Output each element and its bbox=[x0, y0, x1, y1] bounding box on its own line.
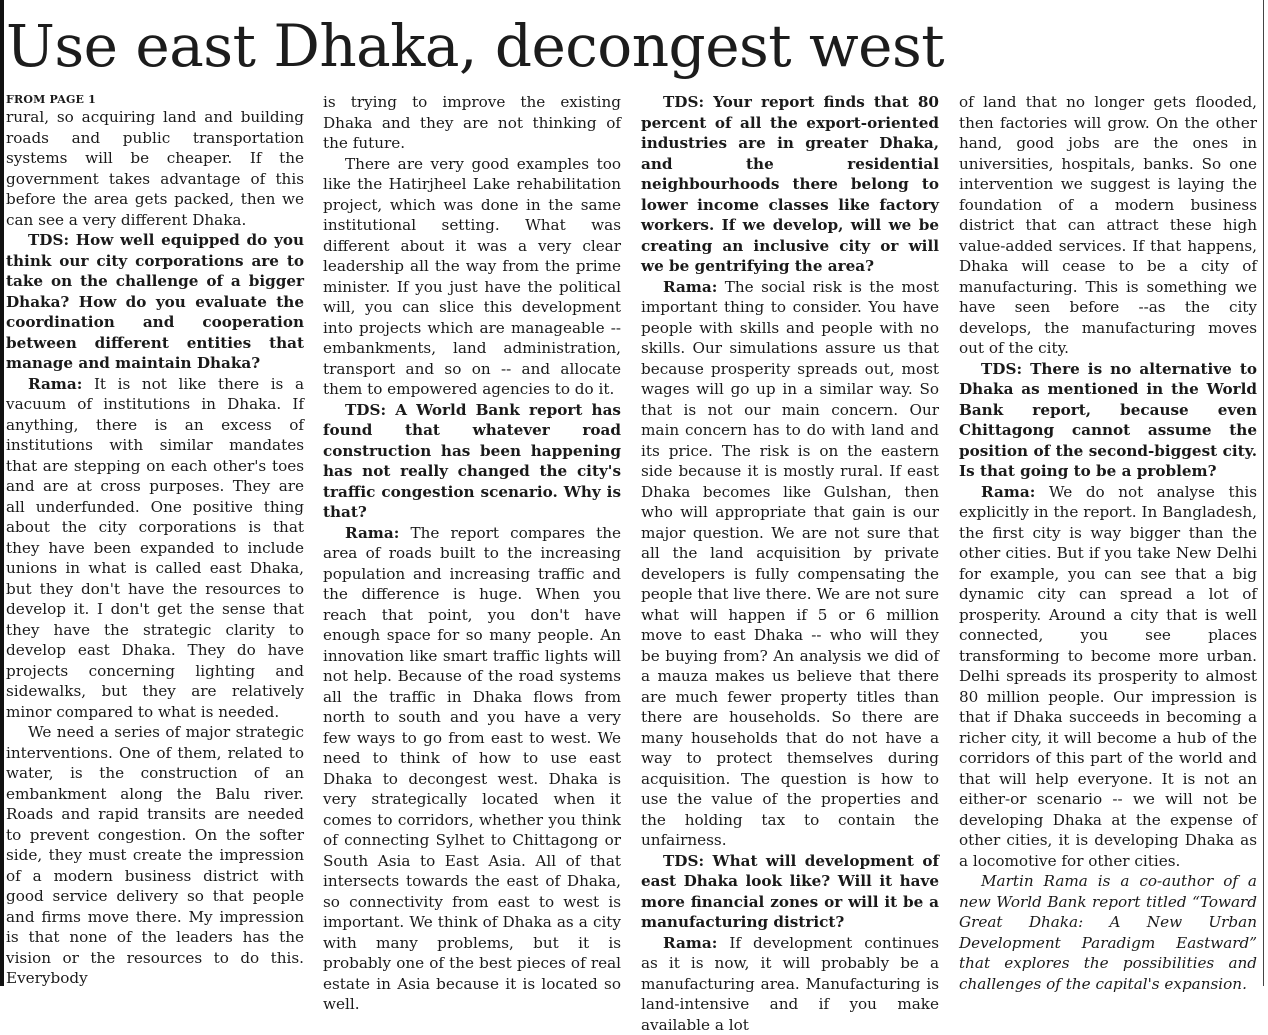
paragraph: rural, so acquiring land and building roads and public transportation systems will be cheaper. If the government takes advantage of this before the area gets packed, then we can see a very different Dhaka. bbox=[6, 107, 304, 230]
answer-text: If development continues as it is now, it will probably be a manufacturing area. Manufacturing is land-intensive and if you make available a lot bbox=[641, 934, 939, 1034]
answer-text: We do not analyse this explicitly in the report. In Bangladesh, the first city is way bigger than the other cities. But if you take New Delhi for example, you can see that a big dynamic city can spread a lot of prosperity. Around a city that is well connected, you see places transforming to become more urban. Delhi spreads its prosperity to almost 80 million people. Our impression is that if Dhaka succeeds in becoming a richer city, it will become a hub of the corridors of this part of the world and that will help everyone. It is not an either-or scenario -- we will not be developing Dhaka at the expense of other cities, it is developing Dhaka as a locomotive for other cities. bbox=[959, 483, 1257, 870]
interview-answer bbox=[959, 482, 1257, 872]
right-border-rule bbox=[1263, 0, 1264, 986]
column-2 bbox=[323, 92, 621, 982]
interview-answer bbox=[641, 277, 939, 851]
column-3 bbox=[641, 92, 939, 982]
question-text: Your report finds that 80 percent of all the export-oriented industries are in greater Dhaka, and the residential neighbourhoods there belong to lower income classes like factory workers. If we develop, will we be creating an inclusive city or will we be gentrifying the area? bbox=[641, 93, 939, 275]
paragraph: of land that no longer gets flooded, then factories will grow. On the other hand, good jobs are the ones in universities, hospitals, banks. So one intervention we suggest is laying the foundation of a modern business district that can attract these high value-added services. If that happens, Dhaka will cease to be a city of manufacturing. This is something we have seen before --as the city develops, the manufacturing moves out of the city. bbox=[959, 92, 1257, 359]
paragraph: is trying to improve the existing Dhaka and they are not thinking of the future. bbox=[323, 92, 621, 154]
speaker-tds: TDS: bbox=[981, 360, 1022, 378]
headline: Use east Dhaka, decongest west bbox=[6, 10, 944, 82]
speaker-rama: Rama: bbox=[663, 934, 717, 952]
answer-text: The social risk is the most important thing to consider. You have people with skills and people with no skills. Our simulations assure us that because prosperity spreads out, most wages will go up in a similar way. So that is not our main concern. Our main concern has to do with land and its price. The risk is on the eastern side because it is mostly rural. If east Dhaka becomes like Gulshan, then who will appropriate that gain is our major question. We are not sure that all the land acquisition by private developers is fully compensating the people that live there. We are not sure what will happen if 5 or 6 million move to east Dhaka -- who will they be buying from? An analysis we did of a mauza makes us believe that there are much fewer property titles than there are households. So there are many households that do not have a way to protect themselves during acquisition. The question is how to use the value of the properties and the holding tax to contain the unfairness. bbox=[641, 278, 939, 850]
interview-question bbox=[641, 851, 939, 933]
speaker-rama: Rama: bbox=[345, 524, 399, 542]
interview-answer bbox=[641, 933, 939, 1035]
interview-question bbox=[323, 400, 621, 523]
interview-answer bbox=[323, 523, 621, 1015]
speaker-rama: Rama: bbox=[663, 278, 717, 296]
speaker-tds: TDS: bbox=[663, 852, 704, 870]
question-text: There is no alternative to Dhaka as mentioned in the World Bank report, because even Chittagong cannot assume the position of the second-biggest city. Is that going to be a problem? bbox=[959, 360, 1257, 481]
speaker-rama: Rama: bbox=[28, 375, 82, 393]
speaker-tds: TDS: bbox=[28, 231, 69, 249]
paragraph: There are very good examples too like the Hatirjheel Lake rehabilitation project, which was done in the same institutional setting. What was different about it was a very clear leadership all the way from the prime minister. If you just have the political will, you can slice this development into projects which are manageable -- embankments, land administration, transport and so on -- and allocate them to empowered agencies to do it. bbox=[323, 154, 621, 400]
question-text: A World Bank report has found that whatever road construction has been happening has not really changed the city's traffic congestion scenario. Why is that? bbox=[323, 401, 621, 522]
answer-text: The report compares the area of roads built to the increasing population and increasing traffic and the difference is huge. When you reach that point, you don't have enough space for so many people. An innovation like smart traffic lights will not help. Because of the road systems all the traffic in Dhaka flows from north to south and you have a very few ways to go from east to west. We need to think of how to use east Dhaka to decongest west. Dhaka is very strategically located when it comes to corridors, whether you think of connecting Sylhet to Chittagong or South Asia to East Asia. All of that intersects towards the east of Dhaka, so connectivity from east to west is important. We think of Dhaka as a city with many problems, but it is probably one of the best pieces of real estate in Asia because it is located so well. bbox=[323, 524, 621, 1014]
question-text: What will development of east Dhaka look like? Will it have more financial zones or will it be a manufacturing district? bbox=[641, 852, 939, 932]
from-page-label: FROM PAGE 1 bbox=[6, 92, 304, 107]
author-bio: Martin Rama is a co-author of a new World Bank report titled “Toward Great Dhaka: A New Urban Development Paradigm Eastward” that explores the possibilities and challenges of the capital's expansion. bbox=[959, 871, 1257, 994]
speaker-tds: TDS: bbox=[345, 401, 386, 419]
paragraph: We need a series of major strategic interventions. One of them, related to water, is the construction of an embankment along the Balu river. Roads and rapid transits are needed to prevent congestion. On the softer side, they must create the impression of a modern business district with good service delivery so that people and firms move there. My impression is that none of the leaders has the vision or the resources to do this. Everybody bbox=[6, 722, 304, 989]
interview-question bbox=[6, 230, 304, 374]
interview-answer bbox=[6, 374, 304, 723]
question-text: How well equipped do you think our city corporations are to take on the challenge of a bigger Dhaka? How do you evaluate the coordination and cooperation between different entities that manage and maintain Dhaka? bbox=[6, 231, 304, 372]
answer-text: It is not like there is a vacuum of institutions in Dhaka. If anything, there is an excess of institutions with similar mandates that are stepping on each other's toes and are at cross purposes. They are all underfunded. One positive thing about the city corporations is that they have been expanded to include unions in what is called east Dhaka, but they don't have the resources to develop it. I don't get the sense that they have the strategic clarity to develop east Dhaka. They do have projects concerning lighting and sidewalks, but they are relatively minor compared to what is needed. bbox=[6, 375, 304, 721]
interview-question bbox=[641, 92, 939, 277]
speaker-tds: TDS: bbox=[663, 93, 704, 111]
article-body bbox=[6, 92, 1256, 982]
speaker-rama: Rama: bbox=[981, 483, 1035, 501]
column-4 bbox=[959, 92, 1257, 982]
interview-question bbox=[959, 359, 1257, 482]
left-border-rule bbox=[0, 0, 4, 986]
column-1 bbox=[6, 92, 304, 982]
